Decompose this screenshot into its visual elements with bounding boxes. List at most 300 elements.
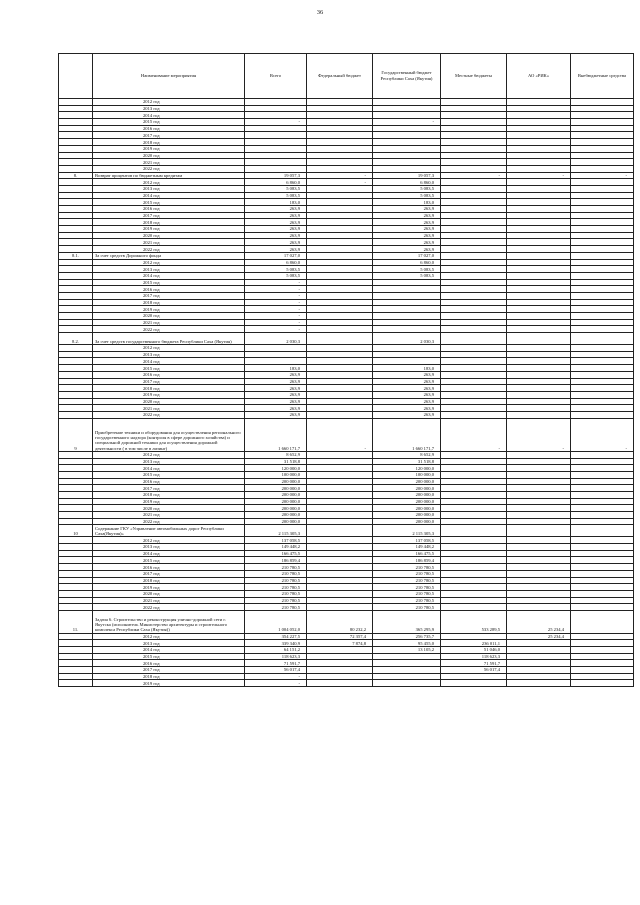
- cell-value: [441, 199, 507, 206]
- row-label: 2019 год: [93, 680, 245, 687]
- cell-value: [507, 299, 571, 306]
- cell-value: [571, 646, 634, 653]
- row-number: [59, 226, 93, 233]
- row-number: [59, 179, 93, 186]
- cell-value: 51 046,0: [441, 646, 507, 653]
- cell-value: [441, 299, 507, 306]
- row-label: 2021 год: [93, 512, 245, 519]
- cell-value: [245, 99, 307, 106]
- row-number: [59, 132, 93, 139]
- row-label: 2016 год: [93, 286, 245, 293]
- table-row: [59, 145, 634, 152]
- row-label: Задача 6. Строительство и реконструкция улично-дорожной сети г. Якутска (исполнитель Министерство архитектуры и строительного комплекса Республики Саха (Якутия)): [93, 610, 245, 633]
- cell-value: [507, 391, 571, 398]
- cell-value: 1 660 171,7: [373, 418, 441, 451]
- cell-value: [507, 179, 571, 186]
- cell-value: [571, 252, 634, 259]
- table-row: [59, 286, 634, 293]
- cell-value: [571, 351, 634, 358]
- cell-value: [307, 351, 373, 358]
- cell-value: [307, 544, 373, 551]
- table-row: [59, 319, 634, 326]
- cell-value: [307, 491, 373, 498]
- row-number: [59, 550, 93, 557]
- table-row: [59, 673, 634, 680]
- cell-value: [571, 185, 634, 192]
- cell-value: [507, 125, 571, 132]
- row-label: 2019 год: [93, 498, 245, 505]
- cell-value: [441, 252, 507, 259]
- cell-value: [441, 145, 507, 152]
- row-label: 2019 год: [93, 306, 245, 313]
- row-number: [59, 125, 93, 132]
- cell-value: [441, 458, 507, 465]
- cell-value: [307, 306, 373, 313]
- cell-value: 19 057,3: [373, 172, 441, 179]
- cell-value: 339 340,9: [245, 640, 307, 647]
- row-label: 2013 год: [93, 185, 245, 192]
- cell-value: [441, 471, 507, 478]
- cell-value: [571, 259, 634, 266]
- cell-value: 210 780,5: [245, 590, 307, 597]
- row-label: 2019 год: [93, 226, 245, 233]
- cell-value: [441, 584, 507, 591]
- table-row: [59, 365, 634, 372]
- cell-value: -: [245, 279, 307, 286]
- row-label: 2019 год: [93, 145, 245, 152]
- table-row: [59, 299, 634, 306]
- cell-value: 31 518,8: [373, 458, 441, 465]
- row-number: [59, 660, 93, 667]
- table-row: [59, 660, 634, 667]
- row-label: 2014 год: [93, 646, 245, 653]
- table-row: [59, 570, 634, 577]
- cell-value: [507, 512, 571, 519]
- cell-value: 263,9: [245, 246, 307, 253]
- row-number: [59, 458, 93, 465]
- row-number: [59, 584, 93, 591]
- row-number: [59, 640, 93, 647]
- cell-value: [245, 345, 307, 352]
- cell-value: [571, 365, 634, 372]
- cell-value: [307, 152, 373, 159]
- cell-value: [441, 365, 507, 372]
- row-number: [59, 212, 93, 219]
- table-row: [59, 139, 634, 146]
- row-number: [59, 266, 93, 273]
- cell-value: [571, 564, 634, 571]
- cell-value: 56 017,4: [245, 666, 307, 673]
- cell-value: [507, 465, 571, 472]
- table-row: [59, 577, 634, 584]
- cell-value: [571, 286, 634, 293]
- cell-value: [373, 673, 441, 680]
- table-row: [59, 351, 634, 358]
- cell-value: 263,9: [245, 232, 307, 239]
- cell-value: [571, 584, 634, 591]
- cell-value: [571, 226, 634, 233]
- row-number: [59, 239, 93, 246]
- cell-value: [373, 666, 441, 673]
- cell-value: [307, 537, 373, 544]
- row-number: [59, 319, 93, 326]
- cell-value: -: [441, 172, 507, 179]
- cell-value: [373, 112, 441, 119]
- cell-value: [507, 199, 571, 206]
- cell-value: [441, 112, 507, 119]
- row-number: 8.1.: [59, 252, 93, 259]
- cell-value: [571, 385, 634, 392]
- table-row: [59, 557, 634, 564]
- cell-value: [373, 139, 441, 146]
- cell-value: [507, 112, 571, 119]
- cell-value: [307, 478, 373, 485]
- cell-value: [441, 326, 507, 333]
- cell-value: [307, 485, 373, 492]
- table-row: [59, 584, 634, 591]
- cell-value: [307, 219, 373, 226]
- cell-value: [507, 471, 571, 478]
- cell-value: 210 780,5: [245, 584, 307, 591]
- row-label: 2021 год: [93, 319, 245, 326]
- row-number: [59, 365, 93, 372]
- row-number: [59, 105, 93, 112]
- table-row: [59, 119, 634, 126]
- cell-value: [373, 152, 441, 159]
- cell-value: [441, 132, 507, 139]
- cell-value: [307, 145, 373, 152]
- cell-value: 263,9: [245, 226, 307, 233]
- row-label: 2019 год: [93, 584, 245, 591]
- table-row: [59, 471, 634, 478]
- cell-value: 118 623,3: [245, 653, 307, 660]
- cell-value: [307, 99, 373, 106]
- table-row: [59, 653, 634, 660]
- cell-value: [307, 299, 373, 306]
- table-row: [59, 219, 634, 226]
- cell-value: [571, 272, 634, 279]
- cell-value: [307, 326, 373, 333]
- cell-value: 210 780,5: [373, 597, 441, 604]
- table-row: [59, 99, 634, 106]
- cell-value: [571, 604, 634, 611]
- row-number: [59, 411, 93, 418]
- cell-value: [507, 673, 571, 680]
- cell-value: [571, 550, 634, 557]
- cell-value: [571, 640, 634, 647]
- cell-value: [307, 185, 373, 192]
- row-label: 2022 год: [93, 518, 245, 525]
- cell-value: [507, 640, 571, 647]
- cell-value: 263,9: [245, 371, 307, 378]
- cell-value: [307, 292, 373, 299]
- cell-value: [245, 351, 307, 358]
- cell-value: [441, 405, 507, 412]
- row-label: 2015 год: [93, 653, 245, 660]
- cell-value: -: [307, 418, 373, 451]
- row-label: 2013 год: [93, 105, 245, 112]
- cell-value: [307, 458, 373, 465]
- row-label: 2017 год: [93, 132, 245, 139]
- cell-value: [507, 577, 571, 584]
- row-label: 2019 год: [93, 391, 245, 398]
- cell-value: 263,9: [373, 385, 441, 392]
- cell-value: [571, 673, 634, 680]
- cell-value: [307, 119, 373, 126]
- cell-value: [245, 145, 307, 152]
- row-number: [59, 673, 93, 680]
- cell-value: [507, 666, 571, 673]
- cell-value: [507, 405, 571, 412]
- cell-value: [507, 411, 571, 418]
- cell-value: [441, 206, 507, 213]
- cell-value: [245, 159, 307, 166]
- cell-value: [571, 179, 634, 186]
- table-row: [59, 159, 634, 166]
- cell-value: [571, 105, 634, 112]
- row-number: [59, 246, 93, 253]
- cell-value: [571, 239, 634, 246]
- cell-value: [441, 597, 507, 604]
- cell-value: [507, 159, 571, 166]
- cell-value: -: [571, 418, 634, 451]
- row-label: 2020 год: [93, 152, 245, 159]
- cell-value: [373, 279, 441, 286]
- row-label: 2021 год: [93, 159, 245, 166]
- cell-value: [571, 465, 634, 472]
- row-label: За счет средств Дорожного фонда: [93, 252, 245, 259]
- cell-value: 263,9: [373, 398, 441, 405]
- row-number: [59, 145, 93, 152]
- cell-value: [507, 326, 571, 333]
- cell-value: [441, 537, 507, 544]
- row-number: [59, 292, 93, 299]
- cell-value: 19 057,3: [245, 172, 307, 179]
- table-row: [59, 385, 634, 392]
- row-label: 2017 год: [93, 212, 245, 219]
- table-row: [59, 418, 634, 451]
- cell-value: [441, 518, 507, 525]
- row-number: 10: [59, 525, 93, 537]
- row-label: 2021 год: [93, 239, 245, 246]
- row-number: [59, 666, 93, 673]
- cell-value: 263,9: [373, 371, 441, 378]
- row-label: 2014 год: [93, 465, 245, 472]
- cell-value: [307, 498, 373, 505]
- cell-value: [571, 491, 634, 498]
- cell-value: [571, 666, 634, 673]
- cell-value: 263,9: [373, 212, 441, 219]
- row-label: 2022 год: [93, 246, 245, 253]
- header-local: Местные бюджеты: [441, 54, 507, 99]
- row-number: [59, 232, 93, 239]
- cell-value: [571, 132, 634, 139]
- table-row: [59, 165, 634, 172]
- cell-value: 263,9: [245, 398, 307, 405]
- cell-value: [571, 299, 634, 306]
- row-number: [59, 498, 93, 505]
- cell-value: [507, 646, 571, 653]
- cell-value: [571, 570, 634, 577]
- cell-value: [507, 313, 571, 320]
- cell-value: [507, 505, 571, 512]
- cell-value: [571, 165, 634, 172]
- cell-value: [507, 597, 571, 604]
- cell-value: [441, 246, 507, 253]
- table-row: [59, 185, 634, 192]
- row-label: 2020 год: [93, 505, 245, 512]
- cell-value: 6 860,0: [245, 179, 307, 186]
- cell-value: -: [245, 292, 307, 299]
- cell-value: 200 000,0: [373, 498, 441, 505]
- cell-value: [307, 411, 373, 418]
- cell-value: 263,9: [245, 219, 307, 226]
- cell-value: [571, 159, 634, 166]
- cell-value: [441, 633, 507, 640]
- row-number: [59, 286, 93, 293]
- cell-value: [507, 319, 571, 326]
- row-label: 2020 год: [93, 398, 245, 405]
- cell-value: [441, 165, 507, 172]
- row-number: [59, 185, 93, 192]
- row-number: [59, 385, 93, 392]
- cell-value: [507, 378, 571, 385]
- cell-value: [307, 604, 373, 611]
- cell-value: 263,9: [245, 378, 307, 385]
- header-federal: Федеральный бюджет: [307, 54, 373, 99]
- cell-value: [441, 105, 507, 112]
- cell-value: [571, 471, 634, 478]
- row-number: [59, 557, 93, 564]
- cell-value: 80 232,2: [307, 610, 373, 633]
- cell-value: [373, 319, 441, 326]
- row-label: 2015 год: [93, 471, 245, 478]
- row-number: [59, 206, 93, 213]
- row-number: 11.: [59, 610, 93, 633]
- row-label: 2016 год: [93, 478, 245, 485]
- cell-value: [441, 345, 507, 352]
- cell-value: [307, 279, 373, 286]
- cell-value: [441, 351, 507, 358]
- cell-value: 263,9: [373, 219, 441, 226]
- cell-value: [571, 498, 634, 505]
- cell-value: -: [307, 172, 373, 179]
- cell-value: [571, 391, 634, 398]
- table-row: [59, 604, 634, 611]
- cell-value: [571, 653, 634, 660]
- cell-value: [441, 465, 507, 472]
- row-number: [59, 192, 93, 199]
- table-row: [59, 646, 634, 653]
- cell-value: 256 735,7: [373, 633, 441, 640]
- cell-value: -: [307, 179, 373, 186]
- cell-value: [441, 398, 507, 405]
- cell-value: [507, 365, 571, 372]
- cell-value: [571, 333, 634, 345]
- cell-value: [373, 358, 441, 365]
- cell-value: [507, 564, 571, 571]
- cell-value: [507, 544, 571, 551]
- row-label: За счет средств государственного бюджета Республики Саха (Якутия): [93, 333, 245, 345]
- cell-value: [307, 226, 373, 233]
- cell-value: 183,0: [373, 365, 441, 372]
- header-state: Государственный бюджет Республики Саха (Якутия): [373, 54, 441, 99]
- row-label: 2014 год: [93, 550, 245, 557]
- cell-value: 263,9: [373, 246, 441, 253]
- table-row: [59, 458, 634, 465]
- cell-value: [245, 105, 307, 112]
- cell-value: -: [245, 119, 307, 126]
- cell-value: [307, 112, 373, 119]
- table-row: [59, 333, 634, 345]
- cell-value: [571, 557, 634, 564]
- row-label: 2014 год: [93, 358, 245, 365]
- cell-value: [441, 319, 507, 326]
- cell-value: 263,9: [373, 232, 441, 239]
- row-label: Возврат процентов по бюджетным кредитам: [93, 172, 245, 179]
- cell-value: [373, 286, 441, 293]
- cell-value: [441, 226, 507, 233]
- row-label: 2013 год: [93, 351, 245, 358]
- row-number: [59, 139, 93, 146]
- cell-value: [507, 385, 571, 392]
- row-number: [59, 199, 93, 206]
- cell-value: 210 780,5: [373, 604, 441, 611]
- cell-value: [307, 139, 373, 146]
- cell-value: 1 004 052,0: [245, 610, 307, 633]
- cell-value: [441, 192, 507, 199]
- cell-value: 210 780,5: [245, 570, 307, 577]
- row-number: [59, 219, 93, 226]
- table-row: [59, 266, 634, 273]
- cell-value: [571, 544, 634, 551]
- cell-value: [373, 132, 441, 139]
- cell-value: [373, 326, 441, 333]
- table-row: [59, 358, 634, 365]
- row-number: [59, 358, 93, 365]
- cell-value: [571, 112, 634, 119]
- cell-value: [571, 212, 634, 219]
- cell-value: -: [441, 418, 507, 451]
- cell-value: [307, 673, 373, 680]
- table-row: [59, 512, 634, 519]
- cell-value: [441, 139, 507, 146]
- table-row: [59, 590, 634, 597]
- row-label: 2013 год: [93, 266, 245, 273]
- cell-value: [245, 358, 307, 365]
- row-label: 2022 год: [93, 326, 245, 333]
- cell-value: 263,9: [245, 385, 307, 392]
- cell-value: 186 859,4: [373, 557, 441, 564]
- row-label: 2018 год: [93, 385, 245, 392]
- cell-value: [507, 306, 571, 313]
- row-number: [59, 99, 93, 106]
- row-label: 2012 год: [93, 345, 245, 352]
- cell-value: [373, 660, 441, 667]
- cell-value: 200 000,0: [245, 498, 307, 505]
- cell-value: [307, 358, 373, 365]
- row-number: [59, 272, 93, 279]
- cell-value: [571, 660, 634, 667]
- row-label: 2012 год: [93, 99, 245, 106]
- cell-value: 263,9: [245, 411, 307, 418]
- cell-value: [307, 319, 373, 326]
- cell-value: 137 058,5: [245, 537, 307, 544]
- cell-value: [507, 99, 571, 106]
- cell-value: [507, 358, 571, 365]
- cell-value: 263,9: [373, 378, 441, 385]
- cell-value: 200 000,0: [245, 512, 307, 519]
